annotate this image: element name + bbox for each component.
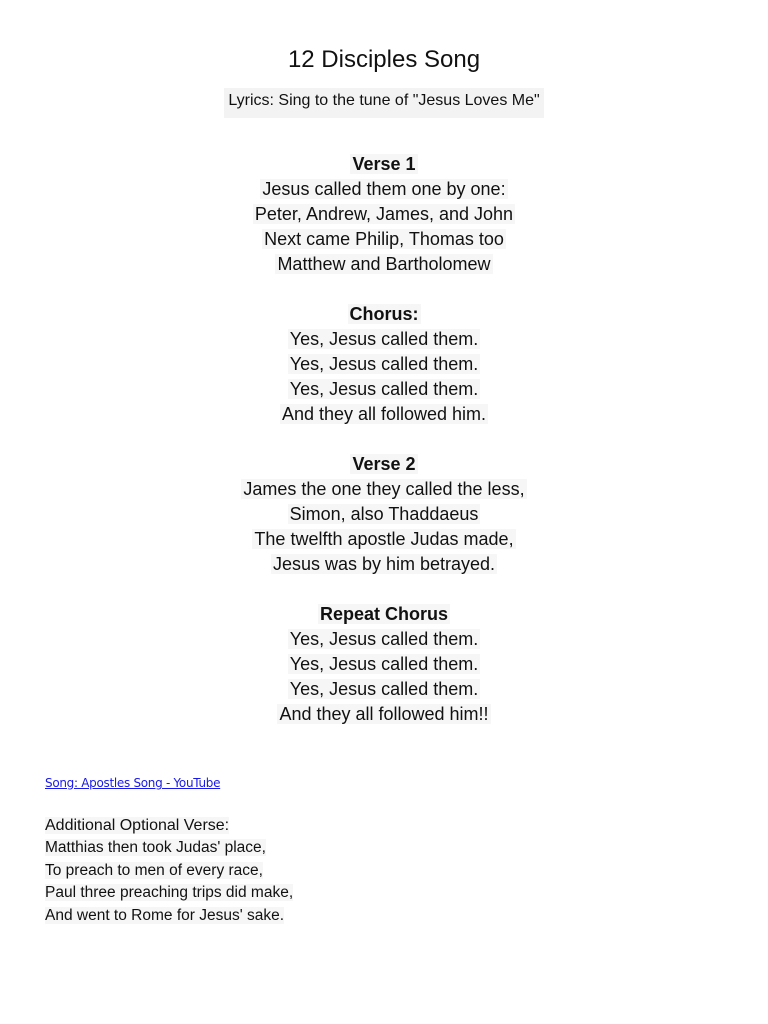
lyric-line [0,202,768,227]
stanza-heading [0,452,768,477]
additional-verse-heading [45,815,293,837]
lyric-line [0,177,768,202]
page-title-text: 12 Disciples Song [287,46,481,73]
lyric-line-text: The twelfth apostle Judas made, [254,529,514,549]
lyric-line-text: Jesus called them one by one: [262,179,506,199]
additional-verse-line [45,860,293,883]
lyric-line [0,702,768,727]
lyric-line-text: Matthew and Bartholomew [277,254,491,274]
lyric-line-text: Next came Philip, Thomas too [264,229,504,249]
stanza-heading [0,602,768,627]
page-subtitle [0,88,768,118]
additional-verse-heading-text: Additional Optional Verse: [45,817,230,834]
lyric-line-text: Simon, also Thaddaeus [289,504,479,524]
stanza-heading-text: Verse 2 [352,454,416,474]
lyric-line-text: Yes, Jesus called them. [289,654,479,674]
lyric-line-text: Jesus was by him betrayed. [272,554,496,574]
additional-verse [45,815,293,927]
stanza-heading [0,302,768,327]
additional-verse-line [45,905,293,928]
additional-verse-line [45,837,293,860]
lyric-line [0,527,768,552]
stanza-heading-text: Chorus: [349,304,419,324]
stanza-heading-text: Repeat Chorus [319,604,449,624]
lyric-line-text: And they all followed him. [281,404,487,424]
stanza-verse-2 [0,452,768,577]
stanza-repeat-chorus [0,602,768,727]
lyrics-body [0,152,768,752]
lyric-line [0,552,768,577]
lyric-line [0,502,768,527]
additional-verse-line-text: And went to Rome for Jesus' sake. [45,906,285,924]
lyric-line [0,477,768,502]
lyric-line-text: Yes, Jesus called them. [289,679,479,699]
lyric-line-text: Peter, Andrew, James, and John [254,204,514,224]
lyric-line [0,402,768,427]
lyric-line [0,227,768,252]
lyric-line-text: Yes, Jesus called them. [289,329,479,349]
lyric-line [0,652,768,677]
page-subtitle-text: Lyrics: Sing to the tune of "Jesus Loves Me" [224,88,543,118]
lyric-line-text: James the one they called the less, [243,479,525,499]
stanza-heading-text: Verse 1 [352,154,416,174]
lyric-line-text: Yes, Jesus called them. [289,629,479,649]
stanza-heading [0,152,768,177]
stanza-verse-1 [0,152,768,277]
lyric-line-text: And they all followed him!! [279,704,489,724]
additional-verse-line-text: Matthias then took Judas' place, [45,839,266,856]
additional-verse-line-text: Paul three preaching trips did make, [45,884,294,901]
youtube-song-link[interactable]: Song: Apostles Song - YouTube [45,776,221,790]
page-title [0,44,768,76]
lyric-line [0,677,768,702]
lyric-line [0,252,768,277]
additional-verse-line [45,882,293,905]
lyric-line-text: Yes, Jesus called them. [289,379,479,399]
lyric-line-text: Yes, Jesus called them. [289,354,479,374]
additional-verse-line-text: To preach to men of every race, [45,861,263,879]
lyric-line [0,627,768,652]
lyric-line [0,327,768,352]
lyric-line [0,377,768,402]
lyric-line [0,352,768,377]
stanza-chorus [0,302,768,427]
